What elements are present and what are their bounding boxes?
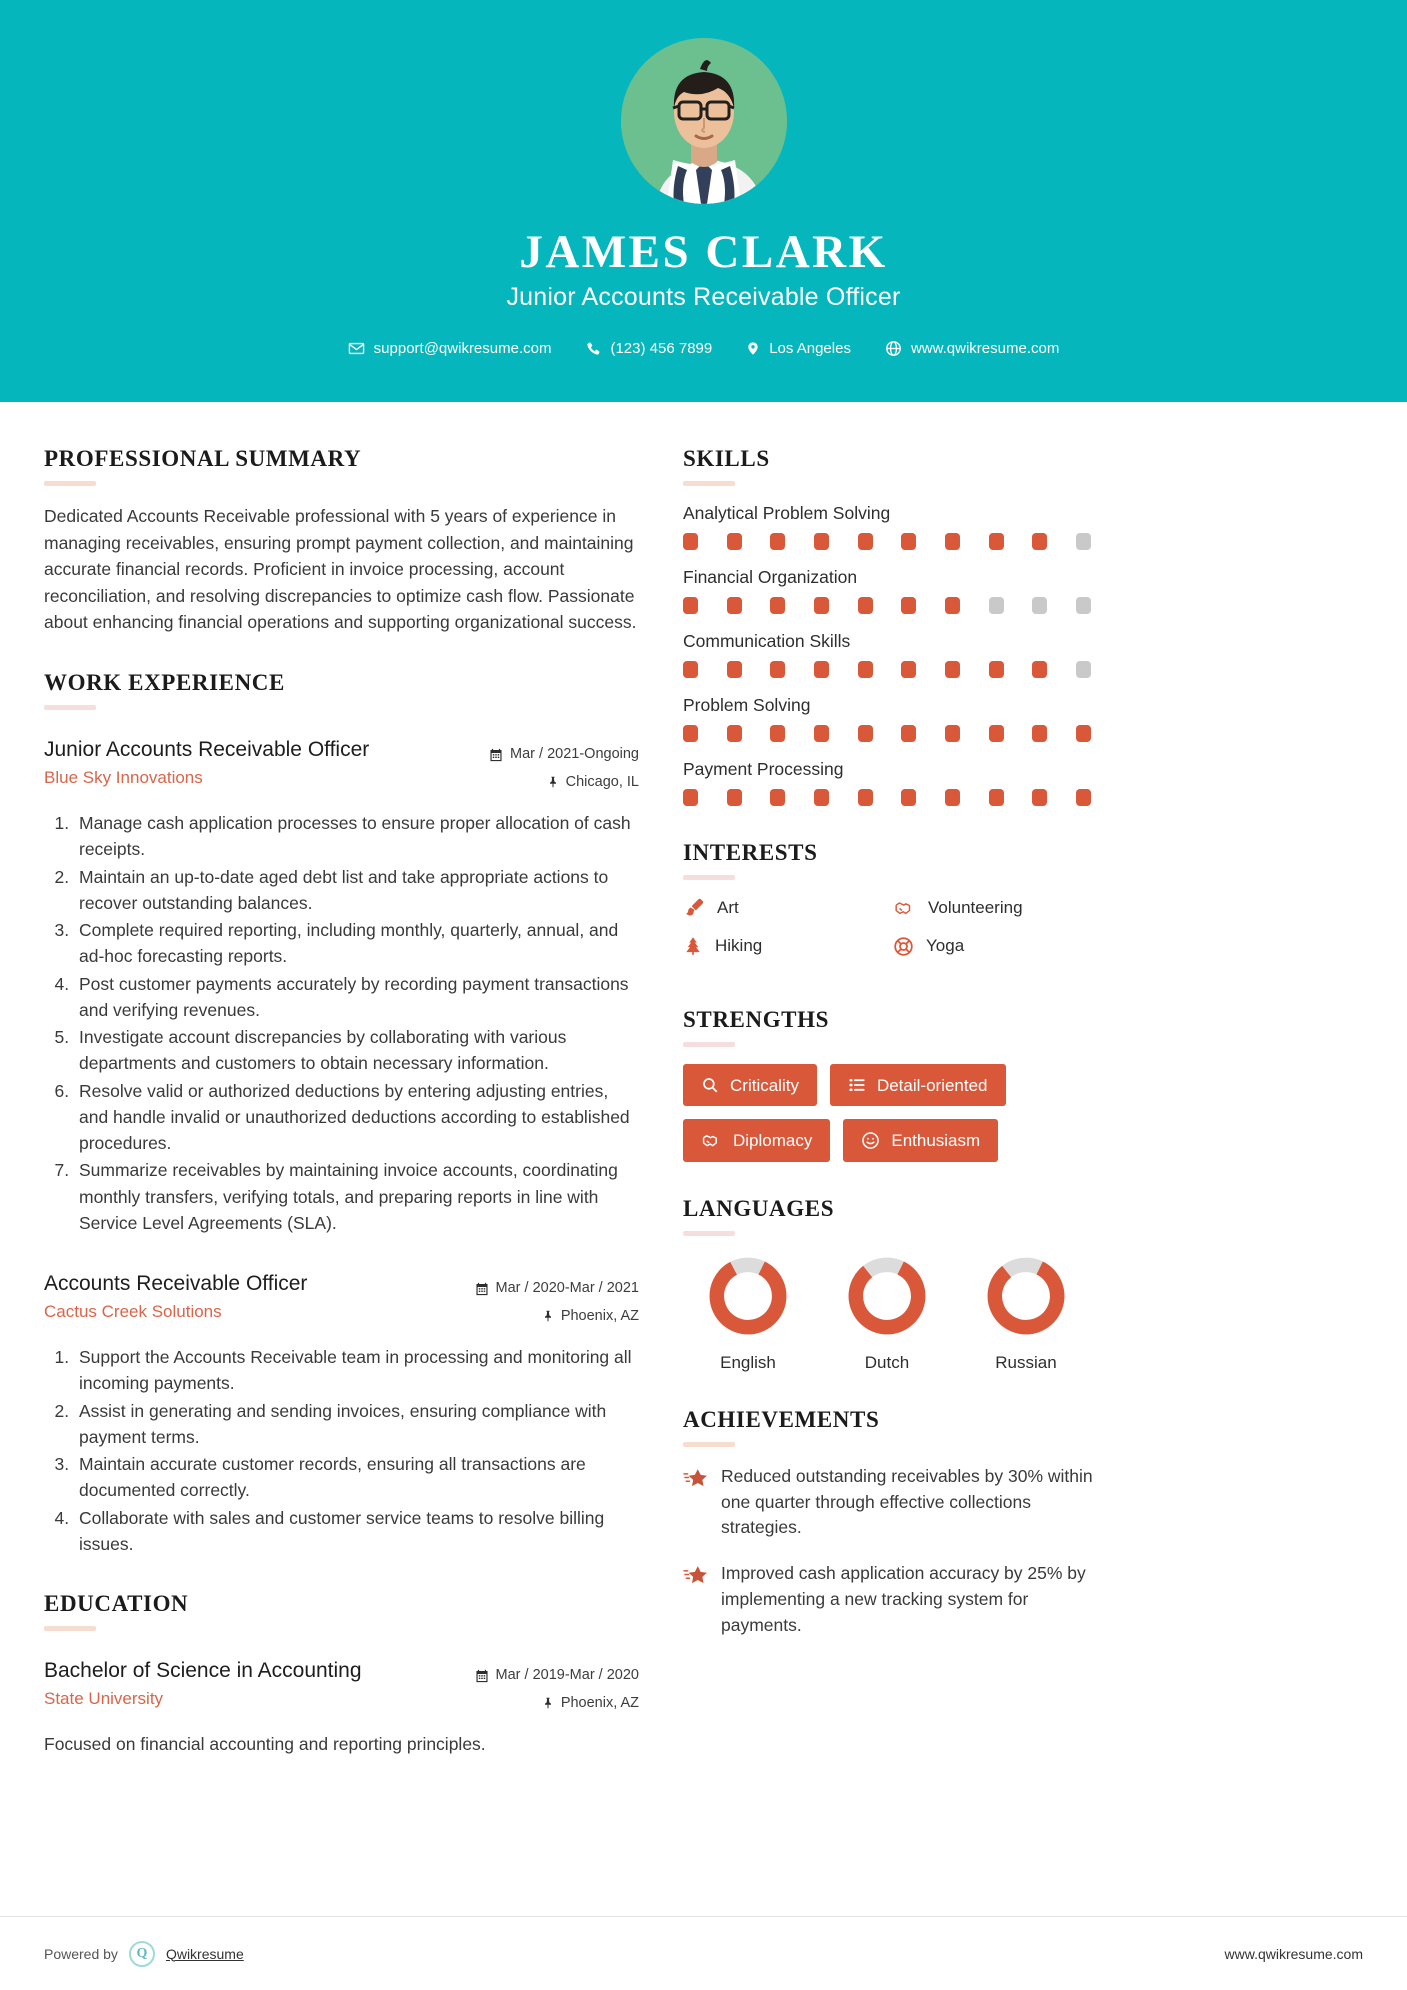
avatar — [621, 38, 787, 204]
skill-rating-dot — [683, 789, 698, 806]
strength-pill — [683, 1064, 817, 1106]
bullet-item: 3. Complete required reporting, including monthly, quarterly, annual, and ad-hoc forecasting reports. — [74, 917, 639, 970]
language-label: English — [720, 1353, 776, 1372]
section-heading-skills: SKILLS — [683, 446, 770, 471]
work-entry-location: Chicago, IL — [565, 773, 639, 790]
skill-rating-dot — [945, 597, 960, 614]
achievement-item — [683, 1464, 1103, 1541]
footer-brand-link[interactable]: Qwikresume — [165, 1945, 244, 1962]
work-entry-date-line — [464, 741, 639, 769]
lifering-icon — [893, 936, 914, 957]
skill-rating-dot — [770, 597, 785, 614]
skill-rating-dot — [858, 597, 873, 614]
section-heading-interests: INTERESTS — [683, 840, 818, 865]
language-donut-chart — [705, 1253, 791, 1339]
skill-rating-dot — [945, 725, 960, 742]
section-heading-summary: PROFESSIONAL SUMMARY — [44, 446, 362, 471]
skill-rating-dot — [727, 661, 742, 678]
bullet-item: 7. Summarize receivables by maintaining invoice accounts, coordinating monthly transfers, verifying totals, and preparing reports in line with Service Level Agreements (SLA). — [74, 1157, 639, 1236]
handshake-icon — [701, 1131, 722, 1150]
interest-label: Hiking — [715, 936, 763, 955]
language-item — [683, 1253, 813, 1373]
pushpin-icon — [542, 1696, 554, 1710]
bullet-item: 4. Collaborate with sales and customer service teams to resolve billing issues. — [74, 1505, 639, 1558]
interest-item — [893, 935, 1103, 957]
strength-label: Enthusiasm — [891, 1131, 981, 1150]
work-entry-company: Blue Sky Innovations — [44, 768, 203, 788]
bullet-item: 6. Resolve valid or authorized deductions by entering adjusting entries, and handle invalid or unauthorized deductions according to established procedures. — [74, 1078, 639, 1157]
skill-rating-dot — [1032, 661, 1047, 678]
skill-rating-dot — [727, 725, 742, 742]
calendar-icon — [475, 1669, 489, 1683]
skill-rating-dot — [901, 533, 916, 550]
contact-location-text: Los Angeles — [769, 340, 851, 358]
skill-rating-dot — [727, 533, 742, 550]
skill-rating-dot — [858, 725, 873, 742]
education-entry-location-line — [464, 1690, 639, 1718]
summary-text: Dedicated Accounts Receivable professional with 5 years of experience in managing receivables, ensuring prompt payment collection, and maintaining accurate financial records. Proficient in invoice processing, account reconciliation, and resolving discrepancies to optimize cash flow. Passionate about enhancing financial operations and supporting organizational success. — [44, 506, 637, 633]
bullet-item: 2. Maintain an up-to-date aged debt list and take appropriate actions to recover outstanding balances. — [74, 864, 639, 917]
map-pin-icon — [746, 340, 760, 357]
contact-website-text: www.qwikresume.com — [910, 340, 1060, 358]
section-heading-work: WORK EXPERIENCE — [44, 669, 285, 695]
skill-label: Financial Organization — [683, 567, 858, 587]
list-icon — [848, 1076, 866, 1094]
interest-label: Yoga — [926, 936, 965, 955]
right-column — [683, 446, 1103, 1658]
language-item — [822, 1253, 952, 1373]
interest-item — [893, 897, 1103, 919]
skill-rating-dot — [1032, 597, 1047, 614]
skills-list — [683, 503, 1103, 806]
skill-rating-dot — [683, 597, 698, 614]
interests-list — [683, 897, 1103, 973]
footer-website: www.qwikresume.com — [1224, 1945, 1363, 1962]
work-entry-meta — [464, 736, 639, 796]
skill-rating-dot — [1032, 533, 1047, 550]
achievements-section — [683, 1407, 1103, 1638]
contact-phone-text: (123) 456 7899 — [610, 340, 713, 358]
strength-pill — [830, 1064, 1006, 1106]
section-rule — [44, 705, 96, 710]
section-rule — [683, 1442, 735, 1447]
skill-label: Payment Processing — [683, 759, 844, 779]
paintbrush-icon — [683, 897, 705, 919]
languages-list — [683, 1253, 1091, 1373]
skill-rating-dot — [989, 661, 1004, 678]
skill-row — [683, 631, 1103, 678]
pushpin-icon — [542, 1309, 554, 1323]
skill-rating — [683, 789, 1091, 806]
contact-bar — [0, 340, 1407, 357]
interests-section — [683, 840, 1103, 973]
skill-row — [683, 567, 1103, 614]
skill-rating-dot — [989, 597, 1004, 614]
skill-rating-dot — [770, 661, 785, 678]
tree-icon — [683, 935, 703, 957]
section-heading-achievements: ACHIEVEMENTS — [683, 1407, 880, 1432]
strength-label: Detail-oriented — [876, 1075, 988, 1095]
skill-rating — [683, 597, 1091, 614]
calendar-icon — [489, 748, 503, 762]
skill-rating-dot — [989, 725, 1004, 742]
contact-email-text: support@qwikresume.com — [373, 340, 552, 358]
skill-rating-dot — [1076, 725, 1091, 742]
skill-row — [683, 695, 1103, 742]
strength-label: Criticality — [730, 1075, 799, 1095]
skill-rating-dot — [814, 661, 829, 678]
skill-rating-dot — [858, 661, 873, 678]
resume-footer — [0, 1916, 1407, 1990]
strength-label: Diplomacy — [733, 1131, 813, 1150]
smiley-icon — [861, 1131, 880, 1150]
skill-rating-dot — [1032, 789, 1047, 806]
skill-rating-dot — [814, 533, 829, 550]
magnifier-icon — [701, 1076, 719, 1094]
skill-rating-dot — [901, 725, 916, 742]
left-column — [44, 446, 639, 1758]
resume-body — [0, 402, 1407, 1758]
skill-label: Analytical Problem Solving — [683, 503, 891, 523]
language-donut-chart — [844, 1253, 930, 1339]
interest-label: Art — [717, 898, 739, 917]
page-title: JAMES CLARK — [519, 226, 888, 278]
section-heading-strengths: STRENGTHS — [683, 1007, 830, 1032]
star-achievement-icon — [683, 1561, 707, 1638]
work-entry-date-line — [464, 1275, 639, 1303]
skill-rating-dot — [989, 533, 1004, 550]
skill-rating-dot — [945, 789, 960, 806]
skill-rating-dot — [1076, 597, 1091, 614]
work-entry-bullets — [44, 1344, 639, 1557]
education-entry-date: Mar / 2019-Mar / 2020 — [495, 1667, 639, 1684]
education-entry-meta — [464, 1657, 639, 1717]
contact-website[interactable] — [868, 340, 1076, 357]
work-entry-company: Cactus Creek Solutions — [44, 1302, 222, 1322]
section-heading-education: EDUCATION — [44, 1591, 189, 1617]
phone-icon — [585, 341, 601, 357]
education-entry-date-line — [464, 1662, 639, 1690]
footer-powered-by-label: Powered by — [44, 1945, 118, 1962]
achievement-text: Improved cash application accuracy by 25% by implementing a new tracking system for payments. — [721, 1563, 1086, 1635]
languages-section — [683, 1196, 1103, 1373]
work-experience-section — [44, 670, 639, 1557]
skill-rating-dot — [1076, 789, 1091, 806]
education-section — [44, 1591, 639, 1757]
bullet-item: 2. Assist in generating and sending invoices, ensuring compliance with payment terms. — [74, 1398, 639, 1451]
calendar-icon — [475, 1282, 489, 1296]
handshake-icon — [893, 898, 916, 918]
contact-phone[interactable] — [568, 340, 729, 357]
section-rule — [44, 1626, 96, 1631]
work-entry — [44, 736, 639, 1236]
skill-rating-dot — [1076, 661, 1091, 678]
education-entry-school: State University — [44, 1689, 164, 1709]
skill-rating — [683, 661, 1091, 678]
skill-rating-dot — [901, 789, 916, 806]
language-donut-chart — [983, 1253, 1069, 1339]
skill-rating — [683, 725, 1091, 742]
strength-pill — [683, 1119, 830, 1162]
skill-rating-dot — [727, 597, 742, 614]
skill-rating-dot — [683, 725, 698, 742]
work-entry-location: Phoenix, AZ — [560, 1307, 639, 1324]
language-item — [961, 1253, 1091, 1373]
bullet-item: 1. Support the Accounts Receivable team in processing and monitoring all incoming payments. — [74, 1344, 639, 1397]
language-label: Russian — [995, 1353, 1057, 1372]
section-rule — [683, 1231, 735, 1236]
section-heading-languages: LANGUAGES — [683, 1196, 835, 1221]
skill-rating-dot — [945, 661, 960, 678]
bullet-item: 3. Maintain accurate customer records, ensuring all transactions are documented correctly. — [74, 1451, 639, 1504]
work-entry — [44, 1270, 639, 1557]
work-entry-date: Mar / 2020-Mar / 2021 — [495, 1280, 639, 1297]
bullet-item: 4. Post customer payments accurately by recording payment transactions and verifying revenues. — [74, 971, 639, 1024]
work-entry-meta — [464, 1270, 639, 1330]
skill-rating-dot — [770, 725, 785, 742]
education-entry — [44, 1657, 639, 1757]
star-achievement-icon — [683, 1464, 707, 1541]
contact-email[interactable] — [331, 340, 569, 357]
bullet-item: 1. Manage cash application processes to ensure proper allocation of cash receipts. — [74, 810, 639, 863]
work-entry-location-line — [464, 769, 639, 797]
section-rule — [683, 875, 735, 880]
qwikresume-logo-icon: Q — [129, 1941, 155, 1967]
skill-row — [683, 503, 1103, 550]
bullet-item: 5. Investigate account discrepancies by collaborating with various departments and customers to obtain necessary information. — [74, 1024, 639, 1077]
interest-label: Volunteering — [928, 898, 1023, 917]
skill-rating-dot — [858, 789, 873, 806]
skill-rating-dot — [989, 789, 1004, 806]
work-entry-title: Junior Accounts Receivable Officer — [44, 737, 370, 761]
footer-branding — [44, 1941, 244, 1967]
interest-item — [683, 935, 893, 957]
strengths-section — [683, 1007, 1103, 1162]
strengths-list — [683, 1064, 1103, 1162]
education-entry-location: Phoenix, AZ — [560, 1694, 639, 1711]
skill-row — [683, 759, 1103, 806]
skill-rating-dot — [683, 533, 698, 550]
achievement-text: Reduced outstanding receivables by 30% within one quarter through effective collections strategies. — [721, 1466, 1093, 1538]
skill-rating-dot — [814, 725, 829, 742]
work-entry-title: Accounts Receivable Officer — [44, 1272, 308, 1296]
skill-rating-dot — [683, 661, 698, 678]
work-entry-location-line — [464, 1303, 639, 1331]
skill-rating-dot — [901, 597, 916, 614]
interest-item — [683, 897, 893, 919]
skill-label: Communication Skills — [683, 631, 851, 651]
skill-rating-dot — [1076, 533, 1091, 550]
skill-rating-dot — [901, 661, 916, 678]
skill-rating — [683, 533, 1091, 550]
skill-label: Problem Solving — [683, 695, 811, 715]
work-entry-bullets — [44, 810, 639, 1236]
work-entry-date: Mar / 2021-Ongoing — [510, 745, 639, 762]
section-rule — [683, 1042, 735, 1047]
globe-icon — [885, 340, 902, 357]
skill-rating-dot — [727, 789, 742, 806]
education-entry-title: Bachelor of Science in Accounting — [44, 1659, 362, 1683]
education-entry-description: Focused on financial accounting and reporting principles. — [44, 1734, 486, 1755]
achievement-item — [683, 1561, 1103, 1638]
pushpin-icon — [547, 775, 559, 789]
skill-rating-dot — [814, 597, 829, 614]
contact-location — [729, 340, 868, 357]
skill-rating-dot — [945, 533, 960, 550]
achievements-list — [683, 1464, 1103, 1638]
job-role-subtitle: Junior Accounts Receivable Officer — [506, 283, 901, 312]
skill-rating-dot — [770, 533, 785, 550]
skill-rating-dot — [770, 789, 785, 806]
skill-rating-dot — [858, 533, 873, 550]
skill-rating-dot — [1032, 725, 1047, 742]
language-label: Dutch — [864, 1353, 910, 1372]
resume-header — [0, 0, 1407, 402]
section-rule — [683, 481, 735, 486]
strength-pill — [843, 1119, 998, 1162]
skill-rating-dot — [814, 789, 829, 806]
section-rule — [44, 481, 96, 486]
envelope-icon — [348, 340, 365, 357]
